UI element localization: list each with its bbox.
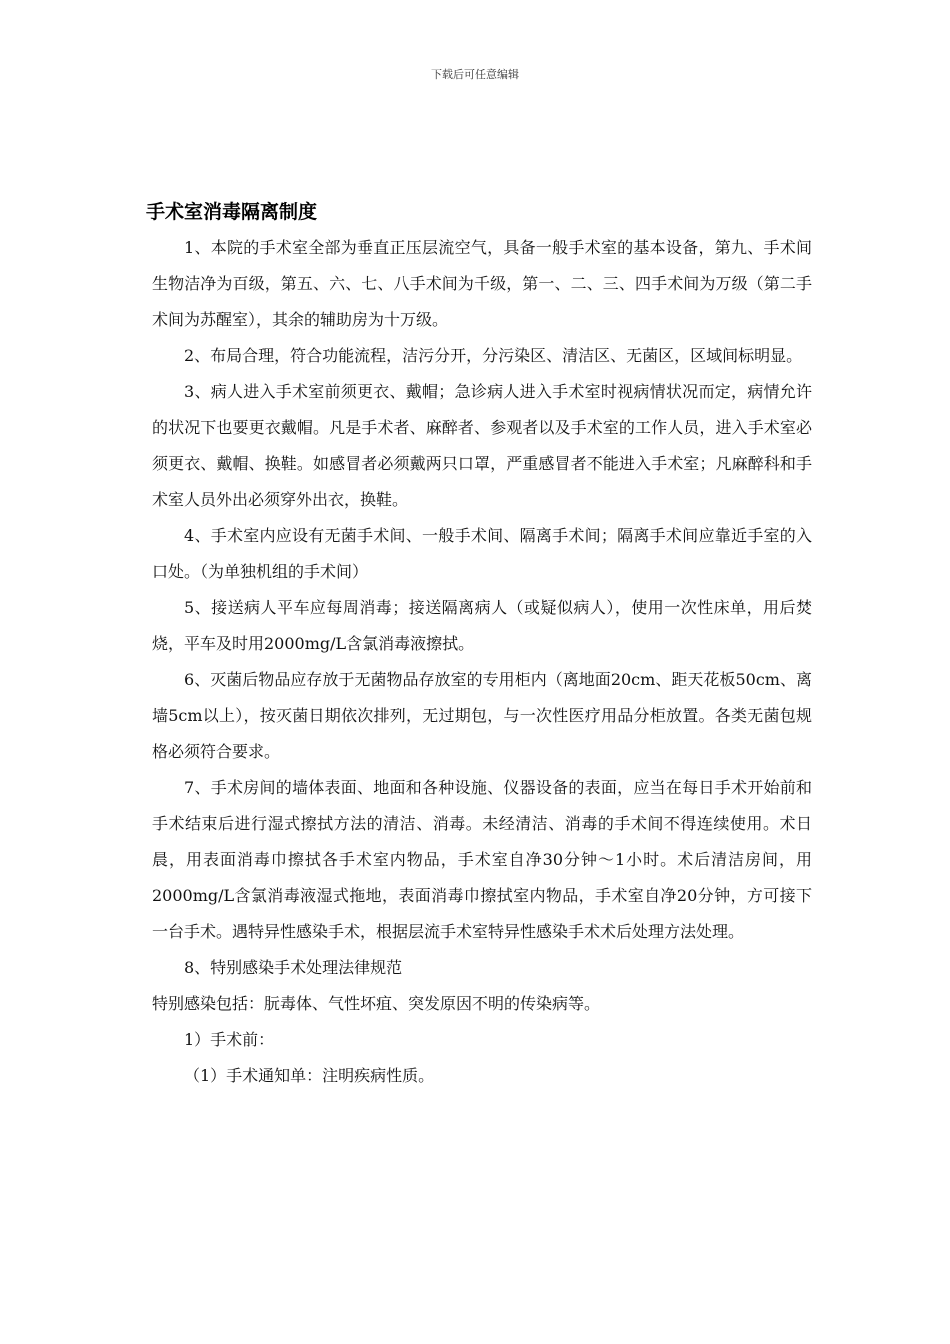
- document-body: [146, 198, 812, 1094]
- paragraph-1: 1、本院的手术室全部为垂直正压层流空气，具备一般手术室的基本设备，第九、手术间生物洁净为百级，第五、六、七、八手术间为千级，第一、二、三、四手术间为万级（第二手术间为苏醒室），其余的辅助房为十万级。: [152, 238, 812, 329]
- paragraph-8: 8、特别感染手术处理法律规范: [184, 958, 403, 977]
- paragraph-7: 7、手术房间的墙体表面、地面和各种设施、仪器设备的表面，应当在每日手术开始前和手术结束后进行湿式擦拭方法的清洁、消毒。未经清洁、消毒的手术间不得连续使用。术日晨，用表面消毒巾擦拭各手术室内物品，手术室自净30分钟～1小时。术后清洁房间，用2000mg/L含氯消毒液湿式拖地，表面消毒巾擦拭室内物品，手术室自净20分钟，方可接下一台手术。遇特异性感染手术，根据层流手术室特异性感染手术术后处理方法处理。: [152, 778, 812, 941]
- paragraph-3: 3、病人进入手术室前须更衣、戴帽；急诊病人进入手术室时视病情状况而定，病情允许的状况下也要更衣戴帽。凡是手术者、麻醉者、参观者以及手术室的工作人员，进入手术室必须更衣、戴帽、换鞋。如感冒者必须戴两只口罩，严重感冒者不能进入手术室；凡麻醉科和手术室人员外出必须穿外出衣，换鞋。: [152, 382, 812, 509]
- paragraph-6: 6、灭菌后物品应存放于无菌物品存放室的专用柜内（离地面20cm、距天花板50cm、离墙5cm以上），按灭菌日期依次排列，无过期包，与一次性医疗用品分柜放置。各类无菌包规格必须符合要求。: [152, 670, 812, 761]
- paragraph-4: 4、手术室内应设有无菌手术间、一般手术间、隔离手术间；隔离手术间应靠近手室的入口处。（为单独机组的手术间）: [152, 526, 812, 581]
- document-title: 手术室消毒隔离制度: [146, 201, 318, 223]
- paragraph-before-surgery: 1）手术前：: [184, 1030, 275, 1049]
- paragraph-special-infections: 特别感染包括：朊毒体、气性坏疽、突发原因不明的传染病等。: [152, 994, 601, 1013]
- paragraph-surgery-notice: （1）手术通知单：注明疾病性质。: [184, 1066, 435, 1085]
- paragraph-2: 2、布局合理，符合功能流程，洁污分开，分污染区、清洁区、无菌区，区域间标明显。: [184, 346, 803, 365]
- header-note: 下载后可任意编辑: [431, 68, 519, 81]
- paragraph-5: 5、接送病人平车应每周消毒；接送隔离病人（或疑似病人），使用一次性床单，用后焚烧，平车及时用2000mg/L含氯消毒液擦拭。: [152, 598, 812, 653]
